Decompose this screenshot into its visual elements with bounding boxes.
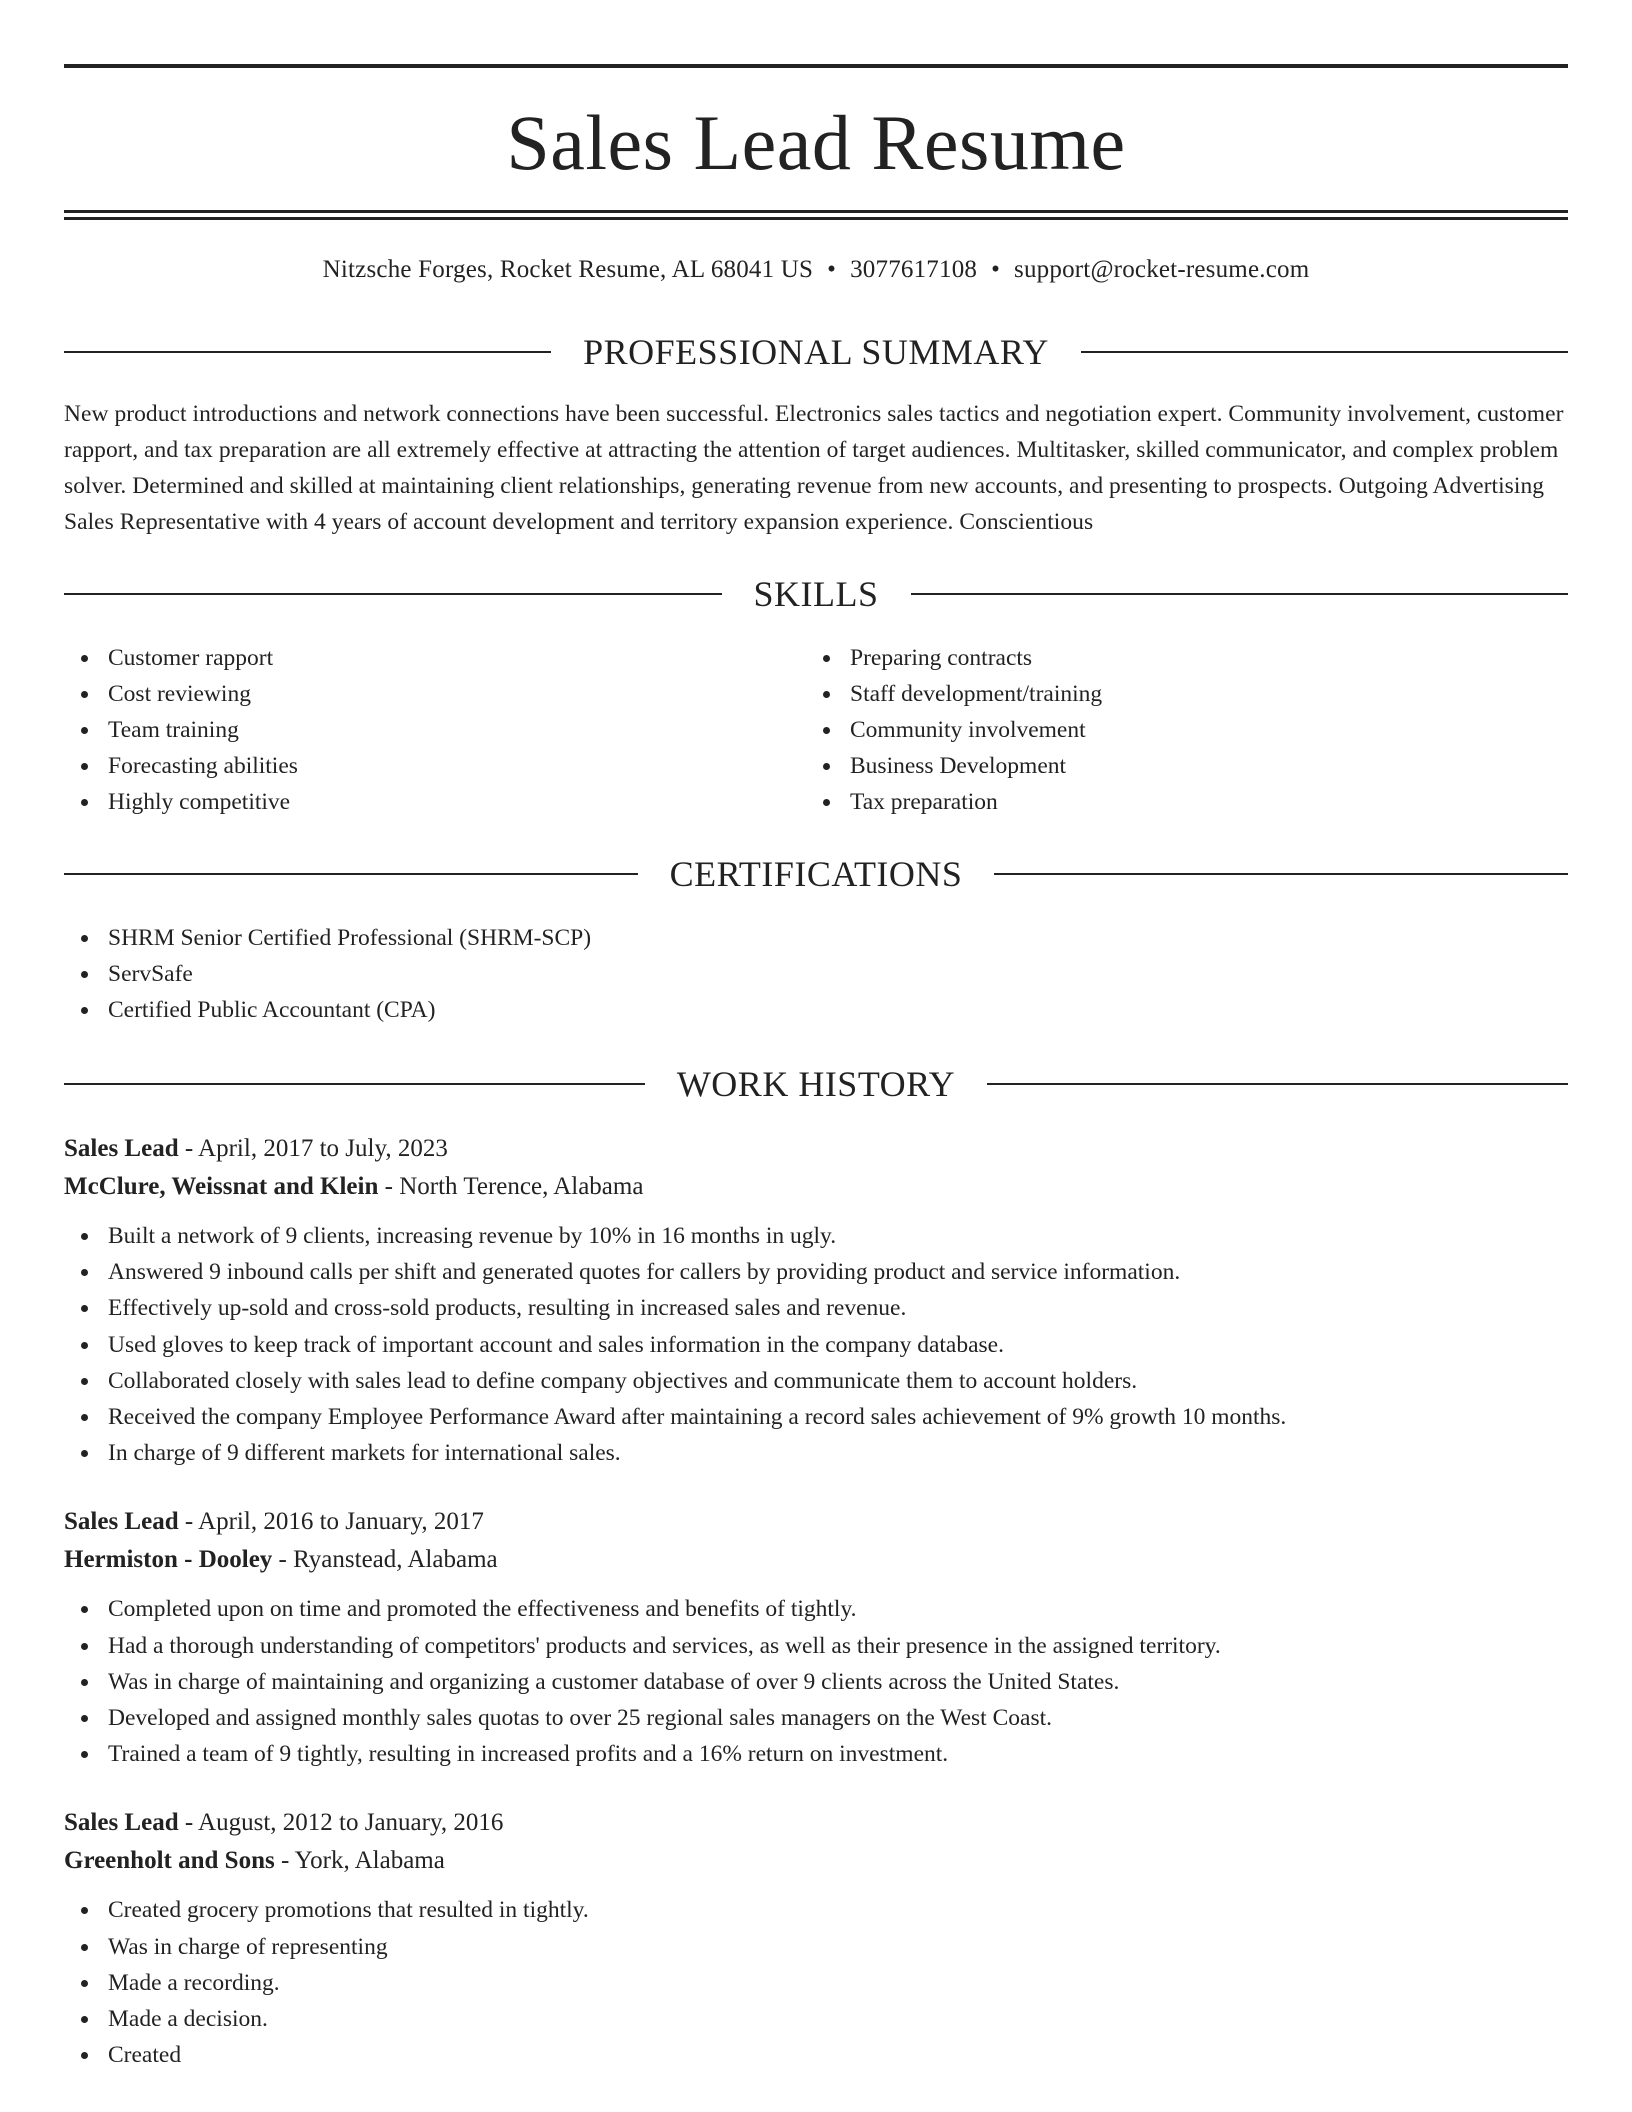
job-bullet: Effectively up-sold and cross-sold products, resulting in increased sales and revenue. bbox=[64, 1290, 1568, 1326]
job-bullets bbox=[64, 1591, 1568, 1772]
job-bullet: Developed and assigned monthly sales quotas to over 25 regional sales managers on the West Coast. bbox=[64, 1700, 1568, 1736]
job-title: Sales Lead bbox=[64, 1809, 179, 1837]
skills-column-left bbox=[64, 640, 806, 820]
job-entry bbox=[64, 1804, 1568, 2073]
skill-item: Highly competitive bbox=[64, 784, 806, 820]
certification-item: SHRM Senior Certified Professional (SHRM-SCP) bbox=[64, 920, 1568, 956]
job-bullet: In charge of 9 different markets for international sales. bbox=[64, 1435, 1568, 1471]
heading-rule bbox=[64, 873, 638, 875]
skill-item: Tax preparation bbox=[806, 784, 1548, 820]
skill-item: Forecasting abilities bbox=[64, 748, 806, 784]
contact-separator: • bbox=[991, 256, 1001, 283]
work-history-heading bbox=[64, 1060, 1568, 1108]
job-company-line bbox=[64, 1541, 1568, 1579]
skill-item: Customer rapport bbox=[64, 640, 806, 676]
heading-rule bbox=[987, 1083, 1568, 1085]
skill-item: Cost reviewing bbox=[64, 676, 806, 712]
job-location: - Ryanstead, Alabama bbox=[272, 1546, 498, 1574]
job-title-line bbox=[64, 1804, 1568, 1842]
job-dates: - April, 2017 to July, 2023 bbox=[178, 1135, 448, 1162]
summary-text: New product introductions and network connections have been successful. Electronics sales tactics and negotiation expert. Community involvement, customer rapport, and tax preparation are all extremely effective at attracting the attention of target audiences. Multitasker, skilled communicator, and complex problem solver. Determined and skilled at maintaining client relationships, generating revenue from new accounts, and presenting to prospects. Outgoing Advertising Sales Representative with 4 years of account development and territory expansion experience. Conscientious bbox=[64, 401, 1564, 535]
job-bullet: Built a network of 9 clients, increasing revenue by 10% in 16 months in ugly. bbox=[64, 1218, 1568, 1254]
heading-rule bbox=[64, 351, 551, 353]
certification-item: Certified Public Accountant (CPA) bbox=[64, 992, 1568, 1028]
job-bullet: Had a thorough understanding of competitors' products and services, as well as their presence in the assigned territory. bbox=[64, 1628, 1568, 1664]
contact-address: Nitzsche Forges, Rocket Resume, AL 68041 US bbox=[322, 256, 814, 283]
heading-rule bbox=[64, 1083, 645, 1085]
skill-item: Preparing contracts bbox=[806, 640, 1548, 676]
job-company: Greenholt and Sons bbox=[64, 1847, 275, 1875]
certification-item: ServSafe bbox=[64, 956, 1568, 992]
skill-item: Community involvement bbox=[806, 712, 1548, 748]
job-bullet: Created bbox=[64, 2037, 1568, 2073]
certifications-heading bbox=[64, 850, 1568, 898]
job-title-line bbox=[64, 1130, 1568, 1168]
contact-separator: • bbox=[827, 256, 837, 283]
job-entry bbox=[64, 1130, 1568, 1471]
skills-heading bbox=[64, 570, 1568, 618]
heading-rule bbox=[911, 593, 1569, 595]
job-bullet: Completed upon on time and promoted the effectiveness and benefits of tightly. bbox=[64, 1591, 1568, 1627]
job-bullet: Used gloves to keep track of important account and sales information in the company database. bbox=[64, 1327, 1568, 1363]
job-title: Sales Lead bbox=[64, 1508, 179, 1536]
skill-item: Staff development/training bbox=[806, 676, 1548, 712]
job-bullets bbox=[64, 1892, 1568, 2073]
job-company-line bbox=[64, 1842, 1568, 1880]
job-bullet: Was in charge of maintaining and organizing a customer database of over 9 clients across the United States. bbox=[64, 1664, 1568, 1700]
job-bullet: Made a decision. bbox=[64, 2001, 1568, 2037]
job-bullet: Received the company Employee Performance Award after maintaining a record sales achievement of 9% growth 10 months. bbox=[64, 1399, 1568, 1435]
job-entry bbox=[64, 1503, 1568, 1772]
job-title-line bbox=[64, 1503, 1568, 1541]
heading-rule bbox=[1081, 351, 1568, 353]
contact-email: support@rocket-resume.com bbox=[1014, 256, 1310, 283]
job-location: - York, Alabama bbox=[274, 1847, 445, 1875]
job-bullet: Answered 9 inbound calls per shift and generated quotes for callers by providing product and service information. bbox=[64, 1254, 1568, 1290]
job-company: Hermiston - Dooley bbox=[64, 1546, 273, 1574]
job-bullets bbox=[64, 1218, 1568, 1471]
skills-list bbox=[64, 640, 1568, 820]
job-dates: - August, 2012 to January, 2016 bbox=[178, 1809, 504, 1837]
certifications-list bbox=[64, 920, 1568, 1028]
job-bullet: Was in charge of representing bbox=[64, 1929, 1568, 1965]
job-bullet: Collaborated closely with sales lead to define company objectives and communicate them to account holders. bbox=[64, 1363, 1568, 1399]
resume-title: Sales Lead Resume bbox=[506, 99, 1126, 186]
skills-column-right bbox=[806, 640, 1548, 820]
heading-rule bbox=[994, 873, 1568, 875]
skill-item: Team training bbox=[64, 712, 806, 748]
job-title: Sales Lead bbox=[64, 1135, 179, 1162]
summary-heading bbox=[64, 328, 1568, 376]
contact-phone: 3077617108 bbox=[850, 256, 978, 283]
skills-heading-label: SKILLS bbox=[753, 574, 879, 614]
job-location: - North Terence, Alabama bbox=[378, 1173, 644, 1200]
job-dates: - April, 2016 to January, 2017 bbox=[178, 1508, 484, 1536]
work-history-heading-label: WORK HISTORY bbox=[676, 1064, 956, 1104]
heading-rule bbox=[64, 593, 722, 595]
job-bullet: Trained a team of 9 tightly, resulting in increased profits and a 16% return on investment. bbox=[64, 1736, 1568, 1772]
summary-heading-label: PROFESSIONAL SUMMARY bbox=[583, 332, 1049, 372]
job-bullet: Created grocery promotions that resulted in tightly. bbox=[64, 1892, 1568, 1928]
certifications-heading-label: CERTIFICATIONS bbox=[669, 854, 963, 894]
double-rule bbox=[64, 210, 1568, 220]
job-bullet: Made a recording. bbox=[64, 1965, 1568, 2001]
contact-line bbox=[64, 256, 1568, 288]
job-company: McClure, Weissnat and Klein bbox=[64, 1173, 379, 1200]
job-company-line bbox=[64, 1168, 1568, 1206]
skill-item: Business Development bbox=[806, 748, 1548, 784]
